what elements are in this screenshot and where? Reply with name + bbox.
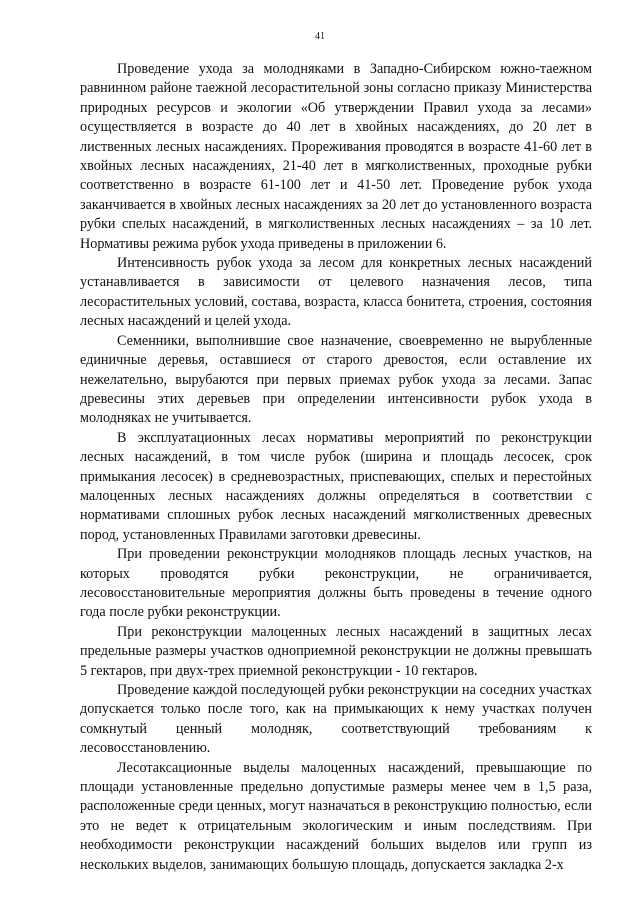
paragraph-reconstruction-norms: В эксплуатационных лесах нормативы мероприятий по реконструкции лесных насаждений, в том числе рубок (ширина и площадь лесосек, срок примыкания лесосек) в средневозрастных, приспевающих, спелых и перестойных малоценных лесных насаждениях должны определяться в соответствии с нормативами сплошных рубок лесных насаждений мягколиственных древесных пород, установленных Правилами заготовки древесины. xyxy=(80,429,592,543)
paragraph-protective-forest-limits: При реконструкции малоценных лесных насаждений в защитных лесах предельные размеры участков одноприемной реконструкции не должны превышать 5 гектаров, при двух-трех приемной реконструкции - 10 гектаров. xyxy=(80,623,592,679)
paragraph-subsequent-felling: Проведение каждой последующей рубки реконструкции на соседних участках допускается только после того, как на примыкающих к нему участках получен сомкнутый ценный молодняк, соответствующий требованиям к лесовосстановлению. xyxy=(80,682,592,757)
paragraph-youth-care-ages: Проведение ухода за молодняками в Западно-Сибирском южно-таежном равнинном районе таежной лесорастительной зоны согласно приказу Министерства природных ресурсов и экологии «Об утверждении Правил ухода за лесами» осуществляется в возрасте до 40 лет в хвойных насаждениях, до 20 лет в лиственных лесных насаждениях. Прореживания проводятся в возрасте 41-60 лет в хвойных лесных насаждениях, 21-40 лет в мягколиственных, проходные рубки соответственно в возрасте 61-100 лет и 41-50 лет. Проведение рубок ухода заканчивается в хвойных лесных насаждениях за 20 лет до установленного возраста рубки спелых насаждений, в мягколиственных лесных насаждениях – за 10 лет. Нормативы режима рубок ухода приведены в приложении 6. xyxy=(80,61,592,252)
body-text xyxy=(80,60,592,875)
paragraph-taxation-units: Лесотаксационные выделы малоценных насаждений, превышающие по площади установленные предельно допустимые размеры менее чем в 1,5 раза, расположенные среди ценных, могут назначаться в реконструкцию полностью, если это не ведет к отрицательным экологическим и иным последствиям. При необходимости реконструкции насаждений больших выделов или групп из нескольких выделов, занимающих большую площадь, допускается закладка 2-х xyxy=(80,759,592,873)
paragraph-young-stand-reconstruction: При проведении реконструкции молодняков площадь лесных участков, на которых проводятся рубки реконструкции, не ограничивается, лесовосстановительные мероприятия должны быть проведены в течение одного года после рубки реконструкции. xyxy=(80,546,592,621)
paragraph-care-intensity: Интенсивность рубок ухода за лесом для конкретных лесных насаждений устанавливается в зависимости от целевого назначения лесов, типа лесорастительных условий, состава, возраста, класса бонитета, строения, состояния лесных насаждений и целей ухода. xyxy=(80,255,592,330)
page-number: 41 xyxy=(315,31,325,42)
paragraph-seed-trees: Семенники, выполнившие свое назначение, своевременно не вырубленные единичные деревья, оставшиеся от старого древостоя, если оставление их нежелательно, вырубаются при первых приемах рубок ухода за лесами. Запас древесины этих деревьев при определении интенсивности рубок ухода в молодняках не учитывается. xyxy=(80,332,592,427)
